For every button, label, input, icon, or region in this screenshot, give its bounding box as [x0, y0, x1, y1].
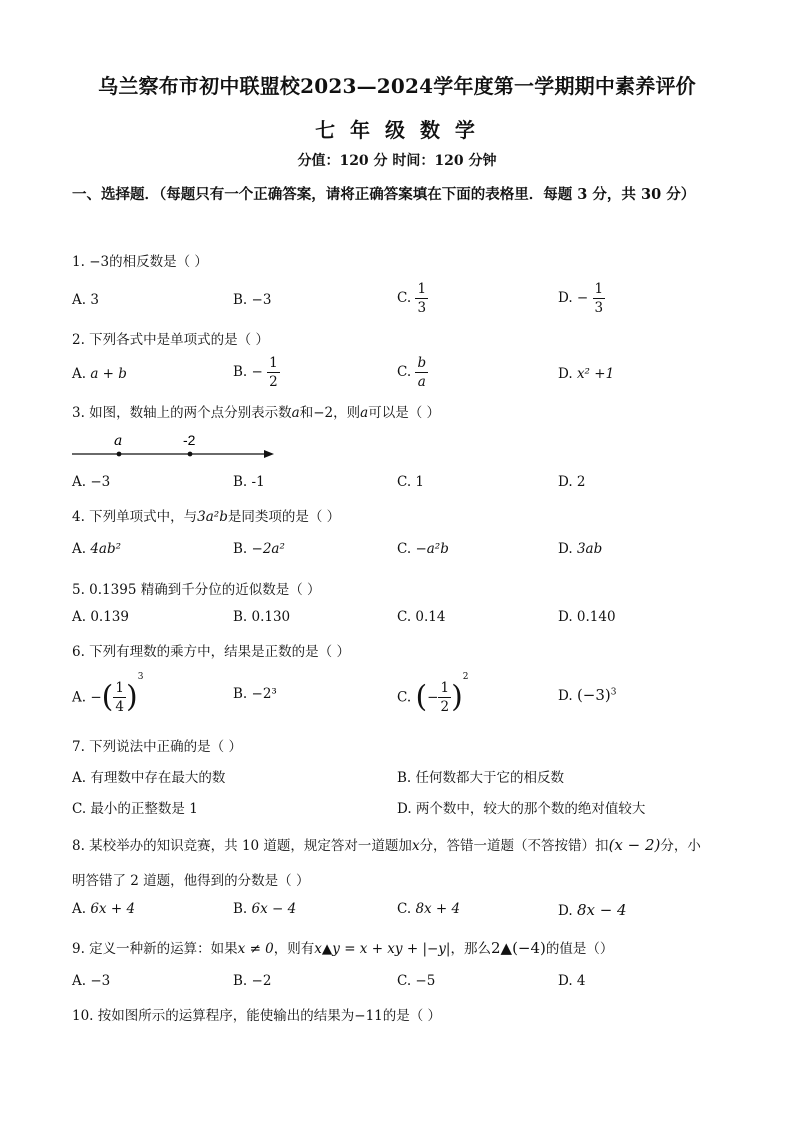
q9-option-c[interactable]: C. −5 — [397, 973, 436, 989]
q7-option-c[interactable]: C. 最小的正整数是 1 — [72, 801, 198, 817]
q4-option-c[interactable]: C. −a²b — [397, 541, 449, 557]
q7-option-a[interactable]: A. 有理数中存在最大的数 — [72, 770, 226, 786]
q2-option-b[interactable]: B. − $\frac{1}{2}$ — [233, 355, 278, 390]
q6-option-a[interactable]: A. −( $\frac{1}{4}$ )$^3$ — [72, 672, 144, 715]
fraction: $\frac{1}{2}$ — [440, 680, 450, 715]
q8-option-c[interactable]: C. 8x + 4 — [397, 901, 461, 917]
fraction: $\frac{b}{a}$ — [417, 355, 427, 390]
q8-option-a[interactable]: A. 6x + 4 — [72, 901, 136, 917]
q5-option-b[interactable]: B. 0.130 — [233, 609, 291, 625]
score-time-info: 分值：120 分 时间：120 分钟 — [297, 153, 497, 169]
q2-option-a[interactable]: A. a + b — [72, 366, 127, 382]
point-minus-2 — [188, 452, 193, 457]
q7-option-d[interactable]: D. 两个数中，较大的那个数的绝对值较大 — [397, 801, 646, 817]
question-6: 6. 下列有理数的乘方中，结果是正数的是（ ） — [72, 644, 350, 660]
q3-option-b[interactable]: B. -1 — [233, 474, 265, 490]
q5-option-a[interactable]: A. 0.139 — [72, 609, 129, 625]
arrow-head-icon — [264, 450, 274, 458]
q1-option-a[interactable]: A. 3 — [72, 292, 99, 308]
question-2: 2. 下列各式中是单项式的是（ ） — [72, 332, 269, 348]
q2-option-c[interactable]: C. $\frac{b}{a}$ — [397, 355, 427, 390]
q6-option-d[interactable]: D. $(-3)^3$ — [558, 686, 617, 704]
question-4: 4. 下列单项式中，与3a²b是同类项的是（ ） — [72, 509, 341, 525]
q9-option-a[interactable]: A. −3 — [72, 973, 111, 989]
number-line-figure — [70, 428, 280, 464]
q9-option-d[interactable]: D. 4 — [558, 973, 586, 989]
q3-option-a[interactable]: A. −3 — [72, 474, 111, 490]
q7-option-b[interactable]: B. 任何数都大于它的相反数 — [397, 770, 565, 786]
q9-option-b[interactable]: B. −2 — [233, 973, 272, 989]
q4-option-a[interactable]: A. 4ab² — [72, 541, 122, 557]
question-5: 5. 0.1395 精确到千分位的近似数是（ ） — [72, 582, 321, 598]
fraction: $\frac{1}{2}$ — [269, 355, 278, 390]
q1-option-d[interactable]: D. − $\frac{1}{3}$ — [558, 281, 604, 316]
question-9: 9. 定义一种新的运算：如果x ≠ 0，则有x▲y = x + xy + |−y|，那么2▲(−4)的值是（） — [72, 939, 614, 957]
q6-option-c[interactable]: C. (− $\frac{1}{2}$ )$^2$ — [397, 672, 469, 715]
q3-option-c[interactable]: C. 1 — [397, 474, 425, 490]
q1-option-c[interactable]: C. $\frac{1}{3}$ — [397, 281, 427, 316]
q4-option-b[interactable]: B. −2a² — [233, 541, 285, 557]
q5-option-c[interactable]: C. 0.14 — [397, 609, 446, 625]
question-7: 7. 下列说法中正确的是（ ） — [72, 739, 242, 755]
q5-option-d[interactable]: D. 0.140 — [558, 609, 616, 625]
label-minus-2: -2 — [183, 432, 196, 448]
section-heading: 一、选择题．（每题只有一个正确答案，请将正确答案填在下面的表格里．每题 3 分，共 30 分） — [72, 186, 696, 203]
fraction: $\frac{1}{3}$ — [594, 281, 604, 316]
question-3: 3. 如图，数轴上的两个点分别表示数a和−2，则a可以是（ ） — [72, 405, 440, 421]
q1-option-b[interactable]: B. −3 — [233, 292, 272, 308]
fraction: $\frac{1}{4}$ — [115, 680, 124, 715]
q6-option-b[interactable]: B. −2³ — [233, 686, 277, 702]
q1-expression: −3 — [89, 254, 110, 270]
subject-title: 七 年 级 数 学 — [315, 118, 479, 142]
q4-option-d[interactable]: D. 3ab — [558, 541, 603, 557]
q2-option-d[interactable]: D. x² +1 — [558, 366, 615, 382]
fraction: $\frac{1}{3}$ — [417, 281, 427, 316]
exam-title: 乌兰察布市初中联盟校2023—2024学年度第一学期期中素养评价 — [98, 74, 696, 98]
q3-option-d[interactable]: D. 2 — [558, 474, 586, 490]
question-8-line-1: 8. 某校举办的知识竞赛，共 10 道题，规定答对一道题加x分，答错一道题（不答按错）扣(x − 2)分，小 — [72, 836, 701, 854]
question-1: 1. −3的相反数是（ ） — [72, 254, 208, 270]
q8-option-d[interactable]: D. 8x − 4 — [558, 901, 627, 919]
label-a: a — [114, 433, 123, 449]
point-a — [117, 452, 122, 457]
question-8-line-2: 明答错了 2 道题，他得到的分数是（ ） — [72, 873, 310, 889]
question-10: 10. 按如图所示的运算程序，能使输出的结果为−11的是（ ） — [72, 1008, 442, 1024]
q8-option-b[interactable]: B. 6x − 4 — [233, 901, 297, 917]
